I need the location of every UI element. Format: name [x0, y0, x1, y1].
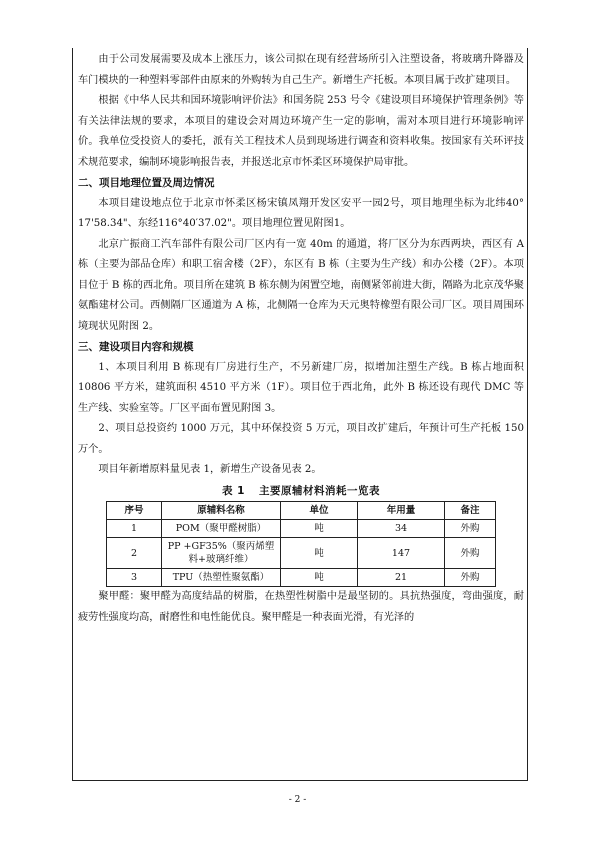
table-row: [107, 520, 496, 538]
header-unit: 单位: [281, 502, 358, 520]
cell-unit: 吨: [281, 520, 358, 538]
cell-amount: 34: [358, 520, 445, 538]
table-reference-paragraph: 项目年新增原料量见表 1，新增生产设备见表 2。: [98, 464, 322, 475]
table-1-number: 表 1: [222, 484, 245, 497]
section-2-heading: 二、项目地理位置及周边情况: [78, 177, 215, 189]
cell-amount: 147: [358, 538, 445, 569]
table-row: [107, 569, 496, 587]
table-row: [107, 538, 496, 569]
scale-paragraph-2: 2、项目总投资约 1000 万元，其中环保投资 5 万元，项目改扩建后，年预计可生产托板 150 万个。: [78, 423, 524, 455]
page-number: - 2 -: [288, 795, 307, 805]
header-seq: 序号: [107, 502, 162, 520]
document-body: [78, 50, 524, 628]
cell-material: TPU（热塑性聚氨酯）: [162, 569, 281, 587]
table-1-caption: [78, 481, 524, 502]
cell-remarks: 外购: [445, 569, 496, 587]
location-paragraph: 本项目建设地点位于北京市怀柔区杨宋镇凤翔开发区安平一园2号，项目地理坐标为北纬40° 17'58.34"、东经116°40′37.02"。项目地理位置见附图1。: [78, 197, 524, 229]
cell-remarks: 外购: [445, 520, 496, 538]
cell-seq: 3: [107, 569, 162, 587]
cell-seq: 2: [107, 538, 162, 569]
cell-remarks: 外购: [445, 538, 496, 569]
surroundings-paragraph: 北京广振商工汽车部件有限公司厂区内有一宽 40m 的通道，将厂区分为东西两块，西区有 A 栋（主要为部品仓库）和职工宿舍楼（2F），东区有 B 栋（主要为生产线）和办公楼（2F）。本项目位于 B 栋的西北角。项目所在建筑 B 栋东侧为闲置空地，南侧紧邻前进大街，隔路为北京茂华聚氨酯建材公司。西侧隔厂区通道为 A 栋，北侧隔一仓库为天元奥特橡塑有限公司厂区。项目周围环境现状见附图 2。: [78, 238, 524, 332]
table-header-row: [107, 502, 496, 520]
intro-paragraph-1: 由于公司发展需要及成本上涨压力，该公司拟在现有经营场所引入注塑设备，将玻璃升降器及车门模块的一种塑料零部件由原来的外购转为自己生产。新增生产托板。本项目属于改扩建项目。: [78, 54, 524, 86]
cell-unit: 吨: [281, 538, 358, 569]
materials-table: [106, 501, 496, 587]
cell-seq: 1: [107, 520, 162, 538]
header-material: 原辅料名称: [162, 502, 281, 520]
cell-material: PP +GF35%（聚丙烯塑料+玻璃纤维）: [162, 538, 281, 569]
pom-description-paragraph: 聚甲醛：聚甲醛为高度结晶的树脂，在热塑性树脂中是最坚韧的。具抗热强度，弯曲强度，耐疲劳性强度均高，耐磨性和电性能优良。聚甲醛是一种表面光滑，有光泽的: [78, 591, 524, 623]
header-remarks: 备注: [445, 502, 496, 520]
header-annual-amount: 年用量: [358, 502, 445, 520]
table-1-title: 主要原辅材料消耗一览表: [258, 484, 380, 497]
cell-material: POM（聚甲醛树脂）: [162, 520, 281, 538]
scale-paragraph-1: 1、本项目利用 B 栋现有厂房进行生产，不另新建厂房，拟增加注塑生产线。B 栋占地面积 10806 平方米，建筑面积 4510 平方米（1F）。项目位于西北角，此外 B 栋还设有现代 DMC 等生产线、实验室等。厂区平面布置见附图 3。: [78, 361, 524, 414]
intro-paragraph-2: 根据《中华人民共和国环境影响评价法》和国务院 253 号令《建设项目环境保护管理条例》等有关法律法规的要求，本项目的建设会对周边环境产生一定的影响，需对本项目进行环境影响评价。我单位受投资人的委托，派有关工程技术人员到现场进行调查和资料收集。按国家有关环评技术规范要求，编制环境影响报告表，并报送北京市怀柔区环境保护局审批。: [78, 95, 524, 168]
cell-unit: 吨: [281, 569, 358, 587]
section-3-heading: 三、建设项目内容和规模: [78, 341, 194, 353]
cell-amount: 21: [358, 569, 445, 587]
